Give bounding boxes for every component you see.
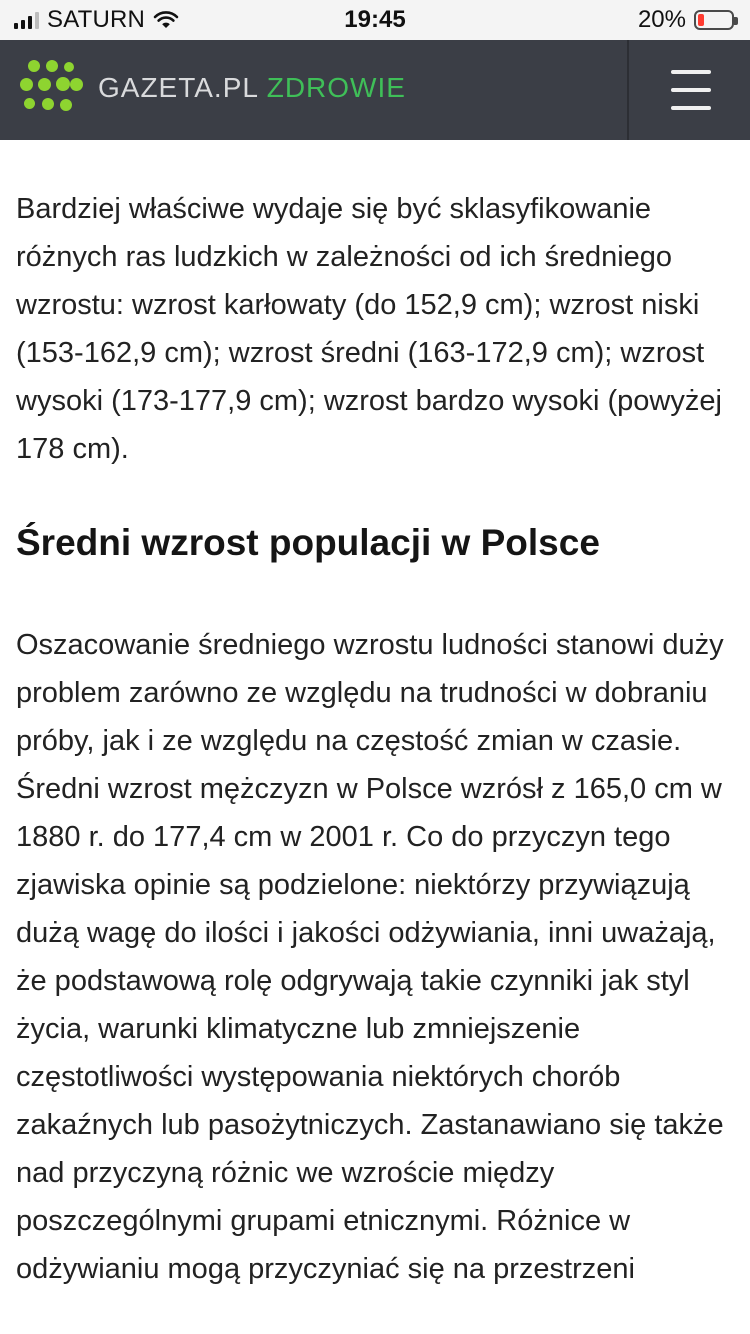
hamburger-line-icon xyxy=(671,106,711,110)
article-paragraph-2: Oszacowanie średniego wzrostu ludności stanowi duży problem zarówno ze względu na trudności w dobraniu próby, jak i ze względu na częstość zmian w czasie. Średni wzrost mężczyzn w Polsce wzrósł z 165,0 cm w 1880 r. do 177,4 cm w 2001 r. Co do przyczyn tego zjawiska opinie są podzielone: niektórzy przywiązują dużą wagę do ilości i jakości odżywiania, inni uważają, że podstawową rolę odgrywają takie czynniki jak styl życia, warunki klimatyczne lub zmniejszenie częstotliwości występowania niektórych chorób zakaźnych lub pasożytniczych. Zastanawiano się także nad przyczyną różnic we wzroście między poszczególnymi grupami etnicznymi. Różnice w odżywianiu mogą przyczyniać się na przestrzeni xyxy=(16,629,724,1285)
battery-level-fill xyxy=(698,14,704,26)
carrier-name: SATURN xyxy=(47,6,146,33)
status-bar xyxy=(0,0,750,40)
site-header xyxy=(0,40,750,140)
status-right xyxy=(638,6,734,34)
article-paragraph-1: Bardziej właściwe wydaje się być sklasyfikowanie różnych ras ludzkich w zależności od ich średniego wzrostu: wzrost karłowaty (do 152,9 cm); wzrost niski (153-162,9 cm); wzrost średni (163-172,9 cm); wzrost wysoki (173-177,9 cm); wzrost bardzo wysoki (powyżej 178 cm). xyxy=(16,193,722,465)
site-logo[interactable] xyxy=(20,58,406,118)
hamburger-menu-button[interactable] xyxy=(629,40,750,140)
logo-dots-icon xyxy=(20,58,80,118)
logo-zdrowie: ZDROWIE xyxy=(266,72,406,103)
status-time: 19:45 xyxy=(344,6,406,33)
battery-icon xyxy=(694,10,734,30)
logo-text xyxy=(98,74,406,102)
hamburger-line-icon xyxy=(671,70,711,74)
section-heading: Średni wzrost populacji w Polsce xyxy=(16,522,600,563)
logo-gazeta: GAZETA.PL xyxy=(98,72,258,103)
hamburger-line-icon xyxy=(671,88,711,92)
battery-percentage: 20% xyxy=(637,6,686,33)
article-content xyxy=(16,140,734,1293)
